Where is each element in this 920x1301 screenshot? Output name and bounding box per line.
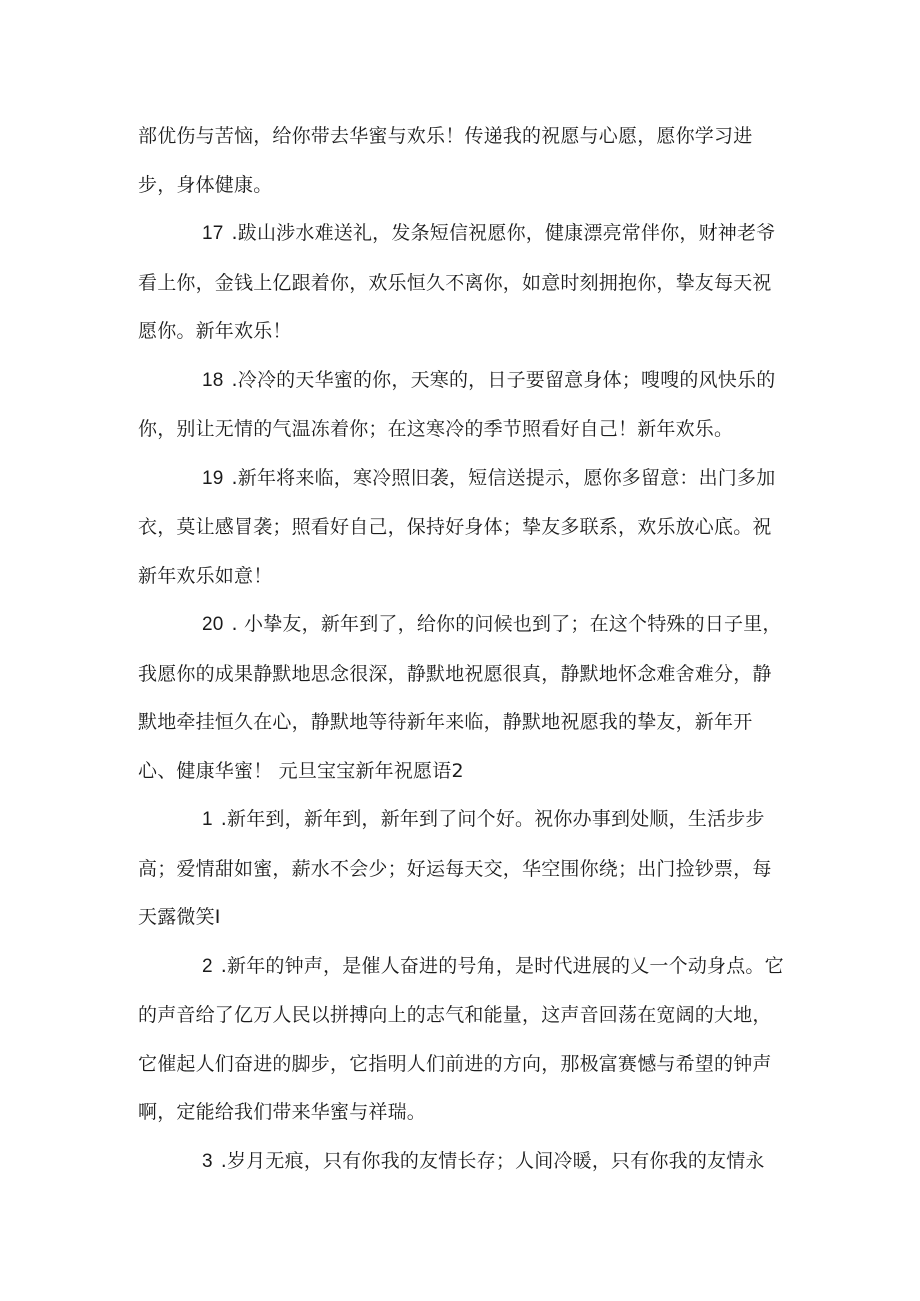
paragraph-18	[138, 356, 788, 454]
paragraph-1	[138, 795, 788, 942]
paragraph-number: 2	[202, 955, 213, 977]
paragraph-number: 20	[202, 614, 224, 635]
document-body	[138, 112, 788, 1186]
paragraph-text: .新年到，新年到，新年到了问个好。祝你办事到处顺，生活步步高；爱情甜如蜜，薪水不会少；好运每天交，华空围你绕；出门捡钞票，每天露微笑I	[138, 808, 772, 928]
paragraph-text: . 小挚友，新年到了，给你的问候也到了；在这个特殊的日子里，我愿你的成果静默地思念很深，静默地祝愿很真，静默地怀念难舍难分，静默地牵挂恒久在心，静默地等待新年来临，静默地祝愿我的挚友，新年开心、健康华蜜！ 元旦宝宝新年祝愿语2	[138, 613, 782, 782]
paragraph-text: 部优伤与苦恼，给你带去华蜜与欢乐！传递我的祝愿与心愿，愿你学习进步，身体健康。	[138, 125, 753, 196]
paragraph-number: 1	[202, 809, 213, 830]
paragraph-number: 18	[202, 369, 224, 391]
paragraph-2	[138, 942, 788, 1137]
paragraph-text: .跋山涉水难送礼，发条短信祝愿你，健康漂亮常伴你，财神老爷看上你，金钱上亿跟着你，欢乐恒久不离你，如意时刻拥抱你，挚友每天祝愿你。新年欢乐！	[138, 222, 776, 342]
paragraph-20	[138, 600, 788, 795]
paragraph-text: .新年将来临，寒冷照旧袭，短信送提示，愿你多留意：出门多加衣，莫让感冒袭；照看好自己，保持好身体；挚友多联系，欢乐放心底。祝新年欢乐如意！	[138, 466, 776, 587]
paragraph-17	[138, 209, 788, 356]
paragraph-text: .新年的钟声，是催人奋进的号角，是时代进展的乂一个动身点。它的声音给了亿万人民以拼搏向上的志气和能量，这声音回荡在宽阔的大地，它催起人们奋进的脚步，它指明人们前进的方向，那极富赛憾与希望的钟声啊，定能给我们带来华蜜与祥瑞。	[138, 954, 784, 1123]
paragraph-continued	[138, 112, 788, 209]
paragraph-19	[138, 454, 788, 601]
paragraph-3	[138, 1137, 788, 1187]
paragraph-number: 17	[202, 223, 224, 244]
paragraph-number: 19	[202, 467, 224, 489]
paragraph-number: 3	[202, 1150, 213, 1172]
paragraph-text: .冷冷的天华蜜的你，天寒的，日子要留意身体；嗖嗖的风快乐的你，别让无情的气温冻着你；在这寒冷的季节照看好自己！新年欢乐。	[138, 368, 776, 440]
paragraph-text: .岁月无痕，只有你我的友情长存；人间冷暖，只有你我的友情永	[220, 1149, 765, 1172]
